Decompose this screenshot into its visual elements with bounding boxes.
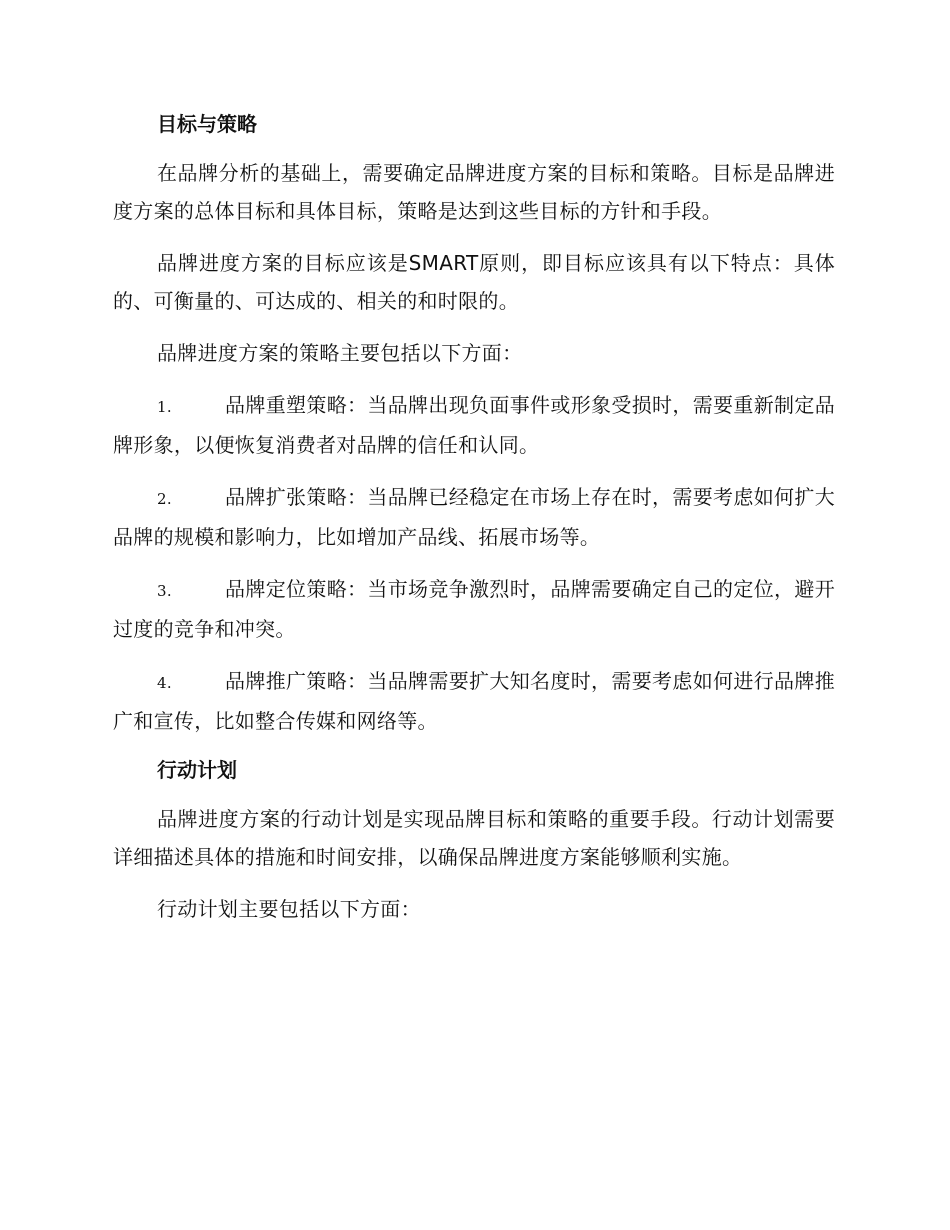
list-item-strategy-1 [113, 386, 835, 464]
list-item-text: 品牌定位策略：当市场竞争激烈时，品牌需要确定自己的定位，避开过度的竞争和冲突。 [113, 577, 835, 641]
paragraph-strategy-intro: 品牌进度方案的策略主要包括以下方面： [157, 341, 523, 365]
list-item-number: 1. [157, 398, 172, 416]
section-heading-goals: 目标与策略 [157, 112, 257, 136]
list-item-strategy-2 [113, 478, 835, 556]
list-item-text: 品牌推广策略：当品牌需要扩大知名度时，需要考虑如何进行品牌推广和宣传，比如整合传媒和网络等。 [113, 669, 835, 733]
paragraph-goals-intro: 在品牌分析的基础上，需要确定品牌进度方案的目标和策略。目标是品牌进度方案的总体目标和具体目标，策略是达到这些目标的方针和手段。 [113, 161, 835, 223]
list-item-number: 3. [157, 582, 172, 600]
list-item-strategy-4 [113, 662, 835, 740]
document-page [113, 108, 835, 942]
section-heading-action-plan: 行动计划 [157, 758, 237, 782]
paragraph-action-plan-intro: 品牌进度方案的行动计划是实现品牌目标和策略的重要手段。行动计划需要详细描述具体的措施和时间安排，以确保品牌进度方案能够顺利实施。 [113, 807, 835, 869]
list-item-number: 4. [157, 674, 172, 692]
paragraph-action-plan-aspects: 行动计划主要包括以下方面： [157, 897, 421, 921]
paragraph-smart-principle: 品牌进度方案的目标应该是SMART原则，即目标应该具有以下特点：具体的、可衡量的、可达成的、相关的和时限的。 [113, 251, 835, 313]
list-item-strategy-3 [113, 570, 835, 648]
list-item-text: 品牌扩张策略：当品牌已经稳定在市场上存在时，需要考虑如何扩大品牌的规模和影响力，比如增加产品线、拓展市场等。 [113, 485, 835, 549]
list-item-text: 品牌重塑策略：当品牌出现负面事件或形象受损时，需要重新制定品牌形象，以便恢复消费者对品牌的信任和认同。 [113, 393, 835, 457]
list-item-number: 2. [157, 490, 172, 508]
